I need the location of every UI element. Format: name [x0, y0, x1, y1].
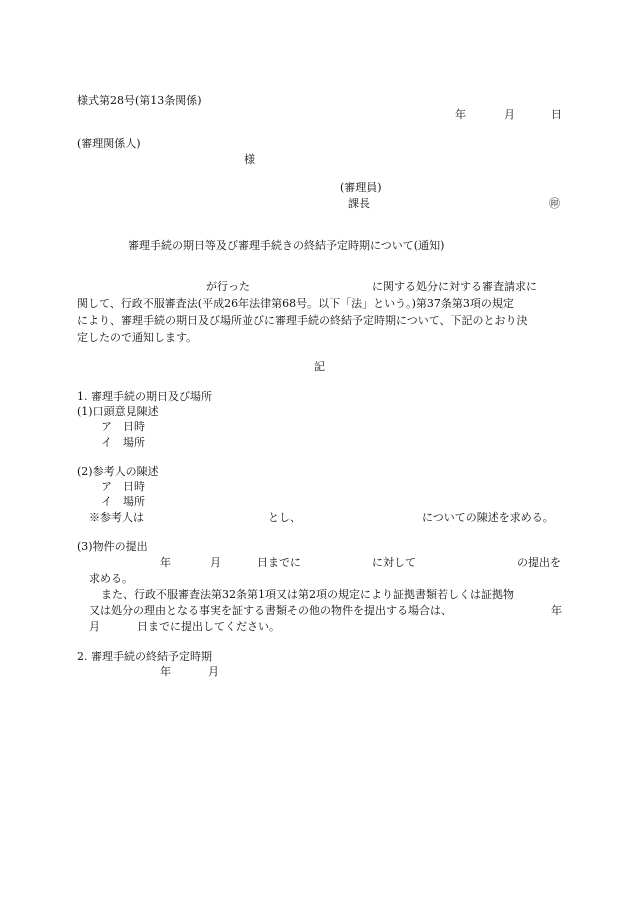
section1-heading: 1. 審理手続の期日及び場所	[77, 390, 212, 403]
sender-title: 課長	[348, 197, 370, 210]
intro-line1-b: に関する処分に対する審査請求に	[372, 280, 537, 293]
materials-line1-a: 日までに	[257, 556, 301, 569]
oral-place-item: イ 場所	[101, 436, 145, 449]
materials-line1-b: に対して	[372, 556, 416, 569]
date-day-label: 日	[551, 108, 562, 121]
materials-line4-year: 年	[551, 604, 562, 617]
materials-month: 月	[210, 556, 221, 569]
notice-title: 審理手続の期日等及び審理手続きの終結予定時期について(通知)	[128, 239, 445, 252]
date-month-label: 月	[504, 108, 515, 121]
materials-line5-month: 月	[89, 620, 100, 633]
oral-datetime-item: ア 日時	[101, 420, 145, 433]
intro-line4: 定したので通知します。	[77, 331, 198, 344]
addressee-honorific: 様	[244, 153, 255, 166]
date-year-label: 年	[455, 108, 466, 121]
materials-line4-a: 又は処分の理由となる事実を証する書類その他の物件を提出する場合は、	[89, 604, 452, 617]
witness-place-item: イ 場所	[101, 495, 145, 508]
materials-year: 年	[160, 556, 171, 569]
witness-note-c: についての陳述を求める。	[422, 511, 554, 524]
sender-label: (審理員)	[340, 181, 382, 194]
intro-line3: により、審理手続の期日及び場所並びに審理手続の終結予定時期について、下記のとおり決	[77, 314, 528, 327]
section2-year: 年	[160, 665, 171, 678]
materials-line3: また、行政不服審査法第32条第1項又は第2項の規定により証拠書類若しくは証拠物	[101, 588, 514, 601]
seal-mark: ㊞	[549, 197, 560, 210]
section2-heading: 2. 審理手続の終結予定時期	[77, 650, 212, 663]
witness-datetime-item: ア 日時	[101, 480, 145, 493]
materials-line1-c: の提出を	[517, 556, 561, 569]
intro-line1-a: が行った	[206, 280, 250, 293]
addressee-label: (審理関係人)	[77, 137, 141, 150]
materials-line2: 求める。	[89, 572, 133, 585]
witness-heading: (2)参考人の陳述	[77, 465, 159, 478]
form-number: 様式第28号(第13条関係)	[77, 94, 202, 107]
witness-note-b: とし、	[268, 511, 301, 524]
section2-month: 月	[208, 665, 219, 678]
intro-line2: 関して、行政不服審査法(平成26年法律第68号。以下「法」という。)第37条第3項の規定	[77, 297, 514, 310]
materials-line5-b: 日までに提出してください。	[137, 620, 280, 633]
ki-heading: 記	[314, 360, 325, 373]
materials-heading: (3)物件の提出	[77, 540, 148, 553]
witness-note-a: ※参考人は	[89, 511, 144, 524]
oral-statement-heading: (1)口頭意見陳述	[77, 405, 159, 418]
